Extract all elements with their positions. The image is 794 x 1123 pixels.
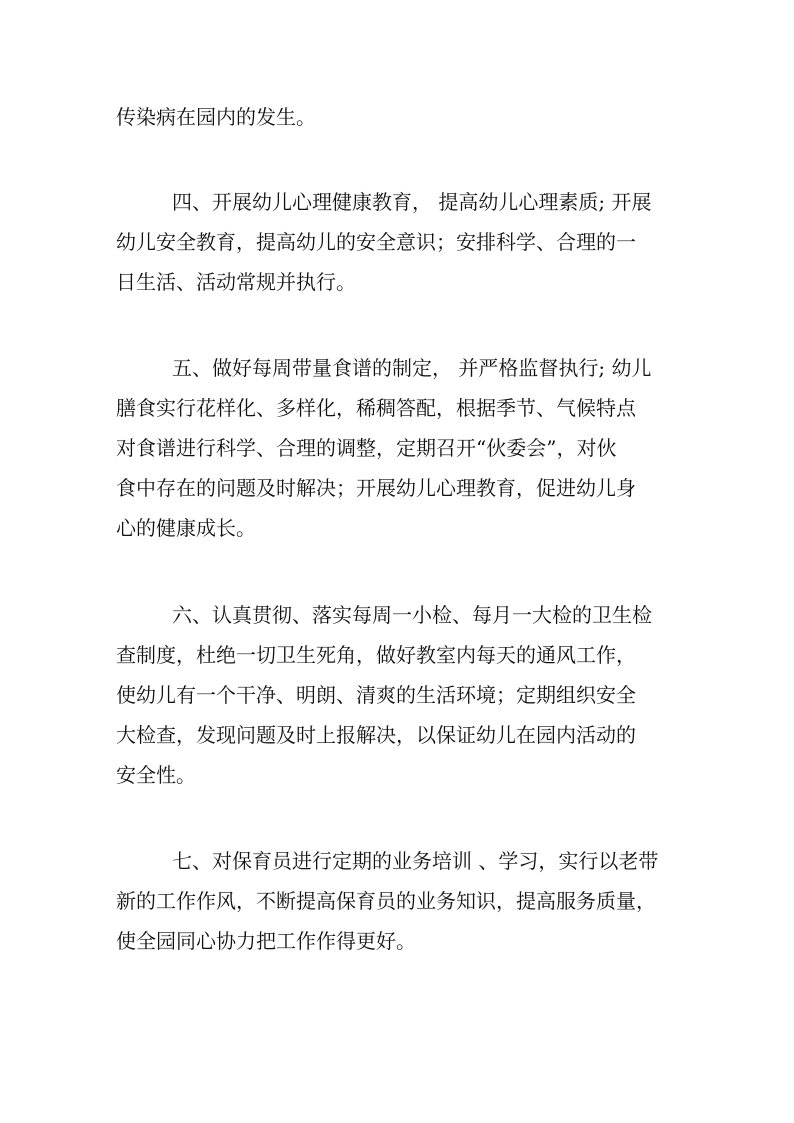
text-line: 食中存在的问题及时解决；开展幼儿心理教育，促进幼儿身 xyxy=(116,476,636,500)
text-line: 传染病在园内的发生。 xyxy=(116,105,316,129)
paragraph-continuation xyxy=(116,97,678,137)
text-line: 心的健康成长。 xyxy=(116,516,256,540)
text-line: 六、认真贯彻、落实每周一小检、每月一大检的卫生检 xyxy=(172,603,652,627)
text-line: 使幼儿有一个干净、明朗、清爽的生活环境；定期组织安全 xyxy=(116,683,636,707)
paragraph-item-5 xyxy=(116,348,678,548)
text-line: 七、对保育员进行定期的业务培训 、学习，实行以老带 xyxy=(172,849,659,873)
text-line: 新的工作作风，不断提高保育员的业务知识，提高服务质量， xyxy=(116,889,656,913)
text-line: 四、开展幼儿心理健康教育， 提高幼儿心理素质; 开展 xyxy=(172,190,652,214)
text-line: 对食谱进行科学、合理的调整，定期召开“伙委会”，对伙 xyxy=(116,436,617,460)
text-line: 大检查，发现问题及时上报解决，以保证幼儿在园内活动的 xyxy=(116,723,636,747)
paragraph-item-7 xyxy=(116,841,678,961)
text-line: 安全性。 xyxy=(116,763,196,787)
text-line: 日生活、活动常规并执行。 xyxy=(116,270,356,294)
text-line: 幼儿安全教育，提高幼儿的安全意识；安排科学、合理的一 xyxy=(116,230,636,254)
text-line: 查制度，杜绝一切卫生死角，做好教室内每天的通风工作， xyxy=(116,643,636,667)
text-line: 膳食实行花样化、多样化，稀稠答配，根据季节、气候特点 xyxy=(116,396,636,420)
paragraph-item-4 xyxy=(116,182,678,302)
text-line: 五、做好每周带量食谱的制定， 并严格监督执行; 幼儿 xyxy=(172,356,652,380)
paragraph-item-6 xyxy=(116,595,678,795)
text-line: 使全园同心协力把工作作得更好。 xyxy=(116,929,416,953)
